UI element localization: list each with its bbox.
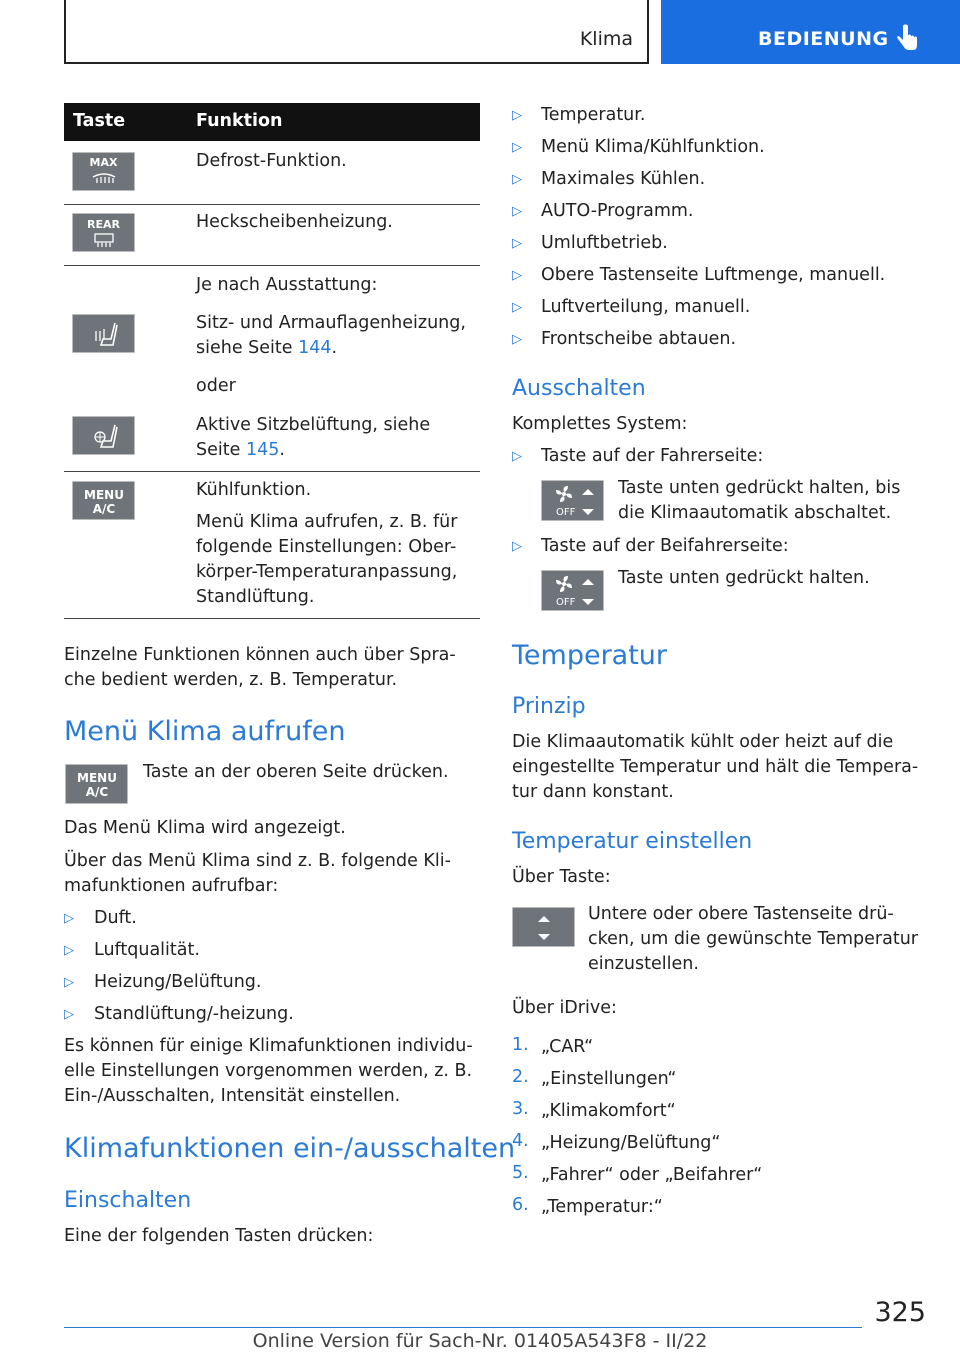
prinzip-text: Die Klimaautomatik kühlt oder heizt auf die eingestellte Temperatur und hält die Tempera-tur dann konstant.: [512, 732, 919, 802]
step-text: „Einstellungen“: [541, 1069, 677, 1089]
seat-ventilation-button-image: [72, 416, 135, 455]
menu-ac-label-2: MENU A/C: [77, 771, 117, 799]
hand-pointer-icon: [895, 24, 919, 54]
menu-button-desc: Taste an der oberen Seite drücken.: [143, 762, 449, 782]
step-text: „Temperatur:“: [541, 1197, 663, 1217]
step-text: „CAR“: [541, 1037, 594, 1057]
bullet-triangle-icon: ▷: [64, 943, 74, 958]
step-number: 2.: [512, 1067, 529, 1087]
table-row-divider: [64, 471, 480, 472]
row-rear-desc: Heckscheibenheizung.: [196, 212, 393, 232]
ausschalten-intro: Komplettes System:: [512, 414, 688, 434]
heading-ausschalten: Ausschalten: [512, 376, 646, 401]
table-row-divider: [64, 204, 480, 205]
list-item: Umluftbetrieb.: [541, 233, 668, 253]
bullet-triangle-icon: ▷: [64, 911, 74, 926]
heading-einschalten: Einschalten: [64, 1188, 192, 1213]
menu-ac-button-image: [72, 481, 135, 520]
bullet-triangle-icon: ▷: [512, 172, 522, 187]
bullet-triangle-icon: ▷: [512, 449, 522, 464]
menu-ac-label: MENU A/C: [84, 488, 124, 516]
bullet-triangle-icon: ▷: [512, 268, 522, 283]
fan-off-button-image-passenger: [541, 570, 604, 611]
step-text: „Fahrer“ oder „Beifahrer“: [541, 1165, 763, 1185]
seat-heating-icon: [73, 315, 136, 354]
table-row-divider: [64, 265, 480, 266]
list-item: Heizung/Belüftung.: [94, 972, 262, 992]
row-cooling-desc: Menü Klima aufrufen, z. B. für folgende Einstellungen: Ober-körper-Temperaturanpassung, Standlüftung.: [196, 512, 458, 607]
list-item: Duft.: [94, 908, 137, 928]
col-header-taste: Taste: [73, 111, 126, 131]
menu-ac-button-image-2: [65, 764, 128, 804]
individual-settings-text: Es können für einige Klimafunktionen individu-elle Einstellungen vorgenommen werden, z. B. Ein-/Ausschalten, Intensität einstellen.: [64, 1036, 473, 1106]
step-number: 4.: [512, 1131, 529, 1151]
rear-window-heating-button-image: [72, 213, 135, 252]
row-seat-ventilation-desc: Aktive Sitzbelüftung, siehe Seite 145.: [196, 415, 431, 460]
step-number: 5.: [512, 1163, 529, 1183]
bullet-triangle-icon: ▷: [512, 300, 522, 315]
einschalten-text: Eine der folgenden Tasten drücken:: [64, 1226, 374, 1246]
page-link-144[interactable]: 144: [298, 338, 332, 358]
passenger-side-desc: Taste unten gedrückt halten.: [618, 568, 870, 588]
heading-prinzip: Prinzip: [512, 694, 586, 719]
up-down-arrows-icon: [513, 908, 576, 948]
rear-heating-icon: [73, 214, 136, 253]
off-label: OFF: [556, 507, 576, 518]
bullet-triangle-icon: ▷: [64, 1007, 74, 1022]
bullet-triangle-icon: ▷: [512, 539, 522, 554]
footer-online-version: Online Version für Sach-Nr. 01405A543F8 - II/22: [252, 1330, 708, 1352]
menu-intro-text: Über das Menü Klima sind z. B. folgende Kli-mafunktionen aufrufbar:: [64, 851, 451, 896]
ueber-idrive-text: Über iDrive:: [512, 998, 617, 1018]
bullet-triangle-icon: ▷: [512, 332, 522, 347]
bullet-triangle-icon: ▷: [512, 204, 522, 219]
seat-heating-text: Sitz- und Armauflagenheizung, siehe Seite: [196, 313, 466, 358]
table-bottom-border: [64, 618, 480, 619]
heading-temperatur: Temperatur: [512, 640, 668, 671]
temperature-button-desc: Untere oder obere Tastenseite drü-cken, um die gewünschte Temperatur einzustellen.: [588, 904, 918, 974]
passenger-side-text: Taste auf der Beifahrerseite:: [541, 536, 789, 556]
max-defrost-button-image: [72, 152, 135, 191]
max-label: MAX: [89, 156, 118, 169]
menu-shown-text: Das Menü Klima wird angezeigt.: [64, 818, 346, 838]
driver-side-text: Taste auf der Fahrerseite:: [541, 446, 764, 466]
bullet-triangle-icon: ▷: [512, 108, 522, 123]
heading-temperatur-einstellen: Temperatur einstellen: [512, 829, 753, 854]
rear-label: REAR: [87, 218, 120, 231]
list-item: Luftverteilung, manuell.: [541, 297, 751, 317]
seat-ventilation-text: Aktive Sitzbelüftung, siehe Seite: [196, 415, 431, 460]
page-number: 325: [874, 1297, 926, 1328]
footer-line: [64, 1327, 862, 1328]
row-seat-heating-desc: Sitz- und Armauflagenheizung, siehe Seite 144.: [196, 313, 466, 358]
step-number: 6.: [512, 1195, 529, 1215]
fan-off-button-image-driver: [541, 480, 604, 521]
header-chapter-title: BEDIENUNG: [758, 28, 889, 50]
list-item: Frontscheibe abtauen.: [541, 329, 737, 349]
list-item: Obere Tastenseite Luftmenge, manuell.: [541, 265, 886, 285]
header-section-title: Klima: [579, 28, 633, 50]
list-item: Luftqualität.: [94, 940, 200, 960]
heading-klimafunktionen: Klimafunktionen ein-/ausschalten: [64, 1133, 516, 1164]
step-text: „Klimakomfort“: [541, 1101, 676, 1121]
heading-menu-klima: Menü Klima aufrufen: [64, 716, 346, 747]
driver-side-desc: Taste unten gedrückt halten, bis die Klimaautomatik abschaltet.: [618, 478, 901, 523]
bullet-triangle-icon: ▷: [512, 140, 522, 155]
col-header-funktion: Funktion: [196, 111, 283, 131]
seat-ventilation-icon: [73, 417, 136, 456]
step-number: 3.: [512, 1099, 529, 1119]
header-section-box: [64, 0, 649, 64]
list-item: AUTO-Programm.: [541, 201, 694, 221]
list-item: Maximales Kühlen.: [541, 169, 706, 189]
seat-heating-button-image: [72, 314, 135, 353]
bullet-triangle-icon: ▷: [512, 236, 522, 251]
step-text: „Heizung/Belüftung“: [541, 1133, 721, 1153]
voice-control-note: Einzelne Funktionen können auch über Spra-che bedient werden, z. B. Temperatur.: [64, 645, 456, 690]
header-chapter-tab: [661, 0, 960, 64]
list-item: Menü Klima/Kühlfunktion.: [541, 137, 765, 157]
off-label: OFF: [556, 597, 576, 608]
step-number: 1.: [512, 1035, 529, 1055]
row-seat-or: oder: [196, 376, 236, 396]
table-header: [64, 103, 480, 141]
defrost-icon: [73, 153, 136, 192]
list-item: Temperatur.: [541, 105, 646, 125]
row-seat-intro: Je nach Ausstattung:: [196, 275, 378, 295]
row-defrost-desc: Defrost-Funktion.: [196, 151, 347, 171]
ueber-taste-text: Über Taste:: [512, 867, 611, 887]
row-cooling-title: Kühlfunktion.: [196, 480, 312, 500]
temperature-rocker-button-image: [512, 907, 575, 947]
bullet-triangle-icon: ▷: [64, 975, 74, 990]
page-link-145[interactable]: 145: [245, 440, 280, 460]
list-item: Standlüftung/-heizung.: [94, 1004, 294, 1024]
